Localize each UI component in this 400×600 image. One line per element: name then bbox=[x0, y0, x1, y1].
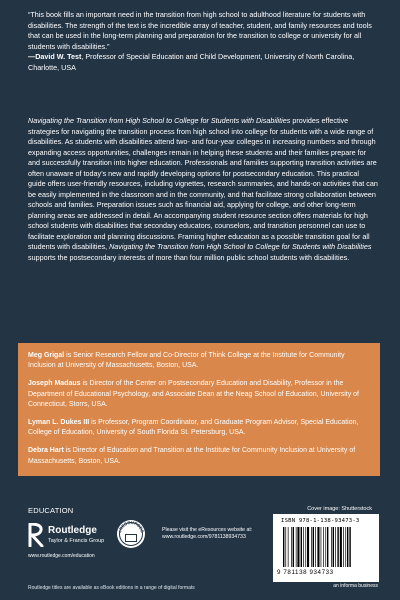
routledge-logo bbox=[28, 523, 108, 549]
barcode-bar bbox=[288, 527, 289, 567]
barcode-bar bbox=[293, 527, 294, 567]
description-text-1: provides effective strategies for navigating the transition process from high school into college for students with a wide range of disabilities. As students with disabilities attend two- and four-year colleges in increasing numbers and through expanding access opportunities, challenges remain in helping these students and their families prepare for and successfully transition into higher education. Professionals and families supporting transition activities are often unaware of today’s new and rapidly developing options for postsecondary education. This practical guide offers user-friendly resources, including vignettes, research summaries, and hands-on activities that can be easily implemented in the classroom and in the community, and that facilitate strong collaboration between schools and families. Preparation issues such as financial aid, applying for college, and other long-term planning areas are addressed in detail. An accompanying student resource section offers materials for high school students with disabilities that secondary educators, counselors, and transition personnel can use to facilitate exploration and planning discussions. Framing higher education as a possible transition goal for all students with disabilities, bbox=[28, 116, 378, 251]
barcode-digits: 9 781138 934733 bbox=[277, 569, 334, 576]
barcode-bar bbox=[349, 527, 350, 567]
author-bio-text: is Director of Education and Transition at the Institute for Community Inclusion at University of Massachusetts, Boston, USA. bbox=[28, 447, 356, 465]
eresources-url: www.routledge.com/9781138934733 bbox=[162, 534, 246, 541]
eresources-info bbox=[162, 527, 272, 541]
description-text-2: supports the postsecondary interests of more than four million public school students with disabilities. bbox=[28, 252, 350, 262]
subject-category: EDUCATION bbox=[28, 506, 74, 515]
isbn-barcode bbox=[273, 514, 379, 582]
book-description bbox=[28, 116, 378, 263]
barcode-bar bbox=[327, 527, 328, 567]
author-bio bbox=[28, 446, 370, 466]
eresources-badge-text: eRESOURCES bbox=[117, 519, 145, 534]
eresources-badge-icon bbox=[116, 519, 146, 549]
routledge-r-icon bbox=[28, 523, 44, 547]
eresources-badge bbox=[116, 519, 146, 549]
author-bio bbox=[28, 418, 370, 438]
publisher-name: Routledge bbox=[48, 525, 97, 536]
barcode-bar bbox=[285, 527, 286, 567]
barcode-bar bbox=[333, 527, 334, 567]
barcode-bars bbox=[277, 527, 375, 569]
barcode-bar bbox=[317, 527, 319, 567]
barcode-bar bbox=[301, 527, 302, 567]
isbn-number: ISBN 978-1-138-93473-3 bbox=[281, 518, 360, 524]
barcode-bar bbox=[311, 527, 312, 567]
book-title-italic-repeat: Navigating the Transition from High School to College for Students with Disabilities bbox=[109, 242, 372, 251]
barcode-bar bbox=[343, 527, 344, 567]
author-bio bbox=[28, 351, 370, 371]
eresources-line-1: Please visit the eResources website at: bbox=[162, 527, 253, 533]
author-bio-text: is Director of the Center on Postsecondary Education and Disability, Professor in the Department of Educational Psychology, and Associate Dean at the Neag School of Education, University of Connecticut, Storrs, USA. bbox=[28, 380, 360, 408]
barcode-bar bbox=[296, 527, 297, 567]
barcode-bar bbox=[347, 527, 348, 567]
barcode-bar bbox=[337, 527, 338, 567]
author-name: Debra Hart bbox=[28, 447, 64, 455]
barcode-bar bbox=[331, 527, 332, 567]
book-title-italic: Navigating the Transition from High School to College for Students with Disabilities bbox=[28, 116, 291, 125]
barcode-bar bbox=[307, 527, 309, 567]
endorsement-author: —David W. Test bbox=[28, 52, 82, 61]
author-name: Lyman L. Dukes III bbox=[28, 419, 90, 427]
informa-tagline: an informa business bbox=[333, 583, 378, 589]
barcode-bar bbox=[305, 527, 306, 567]
barcode-bar bbox=[315, 527, 316, 567]
barcode-bar bbox=[335, 527, 336, 567]
endorsement-affiliation: , Professor of Special Education and Child Development, University of North Carolina, Charlotte, USA bbox=[28, 52, 355, 72]
barcode-bar bbox=[283, 527, 284, 567]
publisher-website: www.routledge.com/education bbox=[28, 553, 95, 559]
author-bio-text: is Senior Research Fellow and Co-Director of Think College at the Institute for Community Inclusion at University of Massachusetts, Boston, USA. bbox=[28, 352, 345, 370]
barcode-bar bbox=[303, 527, 304, 567]
barcode-bar bbox=[321, 527, 322, 567]
barcode-bar bbox=[297, 527, 299, 567]
publisher-group: Taylor & Francis Group bbox=[48, 538, 105, 544]
barcode-bar bbox=[340, 527, 342, 567]
author-bio bbox=[28, 379, 370, 410]
author-name: Meg Grigal bbox=[28, 352, 65, 359]
barcode-bar bbox=[345, 527, 346, 567]
endorsement-text: “This book fills an important need in the transition from high school to adulthood literature for students with disabilities. The strength of the text is the incredible array of teacher, student, and family resources and tools that can be used in the long-term planning and preparation for the transition to college or university for all students with disabilities.” bbox=[28, 10, 372, 51]
cover-image-credit: Cover image: Shutterstock bbox=[307, 506, 372, 512]
author-name: Joseph Madaus bbox=[28, 380, 81, 388]
barcode-bar bbox=[291, 527, 292, 567]
author-bios-panel bbox=[18, 343, 380, 476]
barcode-bar bbox=[323, 527, 324, 567]
barcode-bar bbox=[313, 527, 314, 567]
barcode-bar bbox=[325, 527, 326, 567]
endorsement-quote bbox=[28, 10, 378, 73]
ebook-note: Routledge titles are available as eBook editions in a range of digital formats bbox=[28, 585, 195, 591]
author-bio-text: is Professor, Program Coordinator, and Graduate Program Advisor, Special Education, College of Education, University of South Florida St. Petersburg, USA. bbox=[28, 419, 359, 437]
